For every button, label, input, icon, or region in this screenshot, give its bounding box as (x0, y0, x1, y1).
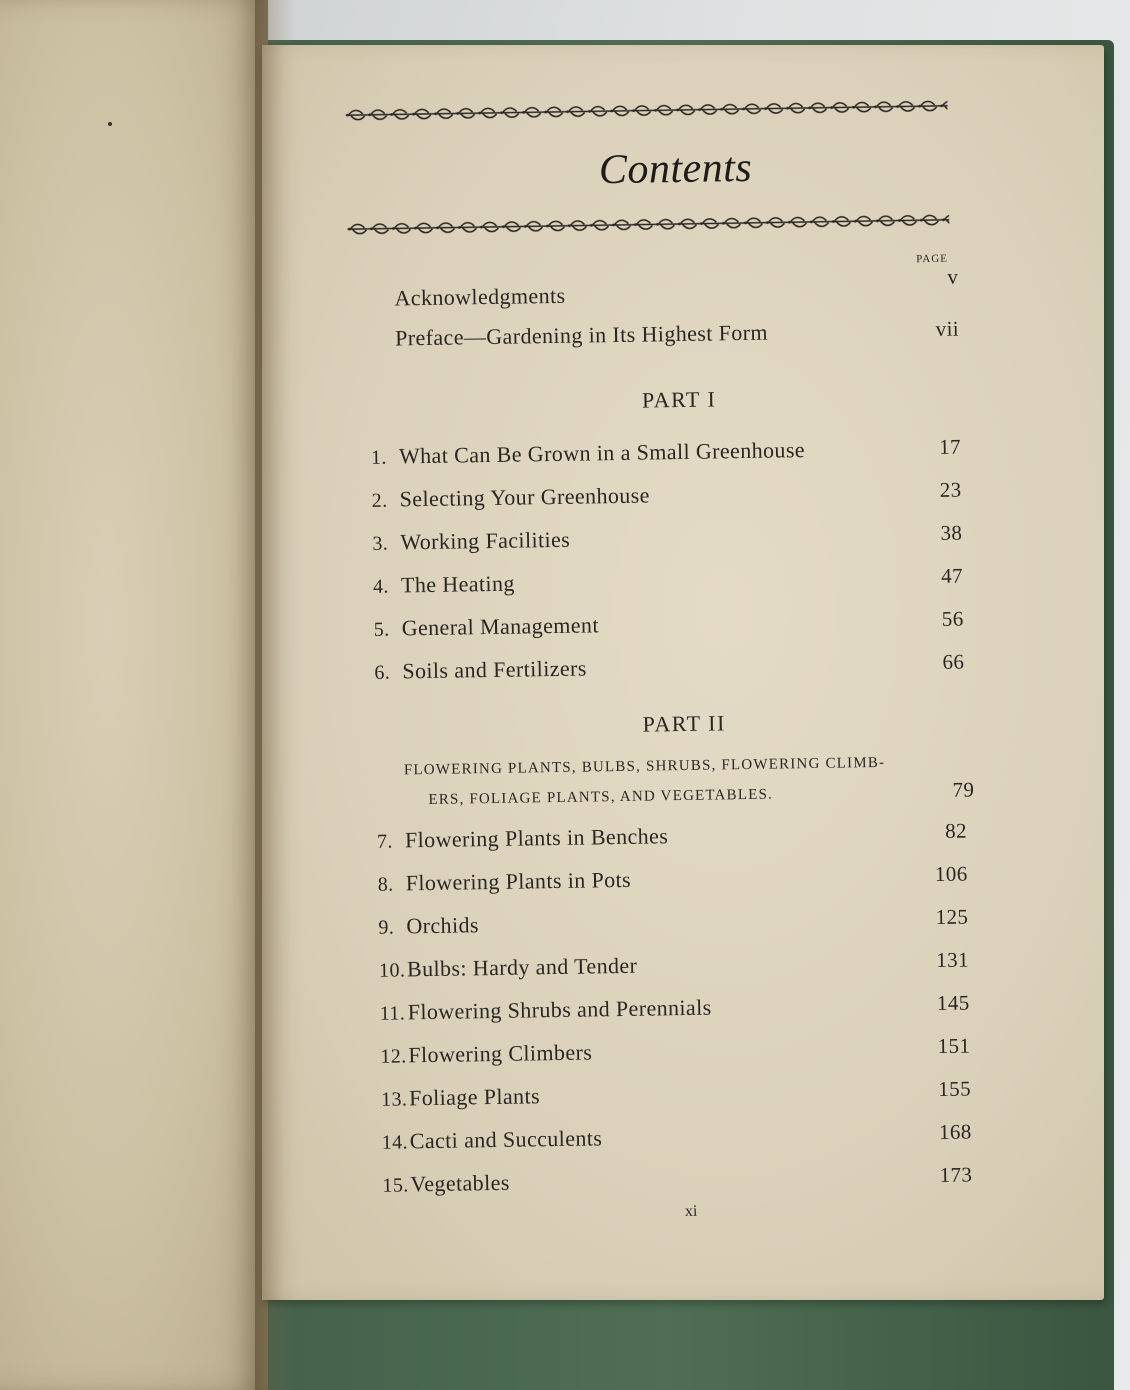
top-ornament (346, 99, 948, 122)
toc-entry-label: Preface—Gardening in Its Highest Form (394, 319, 769, 351)
toc-chapter-4 (373, 564, 963, 599)
part-one-heading: PART I (641, 386, 717, 413)
chapter-page: 173 (939, 1162, 973, 1188)
chapter-number: 5. (373, 618, 390, 641)
part-two-description-line-2: ERS, FOLIAGE PLANTS, AND VEGETABLES. (428, 786, 774, 809)
contents-page-body (253, 38, 1115, 1306)
chapter-title: Flowering Plants in Benches (404, 823, 669, 853)
chapter-page: 17 (938, 434, 962, 459)
part-two-description (404, 746, 975, 815)
chapter-title: Selecting Your Greenhouse (399, 482, 650, 512)
chapter-number: 8. (377, 873, 394, 896)
chapter-number: 7. (376, 830, 394, 853)
left-page (0, 0, 268, 1390)
chapter-page: 56 (941, 606, 964, 631)
toc-chapter-2 (371, 478, 961, 513)
chapter-title: Bulbs: Hardy and Tender (406, 952, 638, 982)
page-title: Contents (598, 144, 753, 194)
chapter-page: 38 (940, 520, 963, 545)
toc-entry-label: Acknowledgments (394, 282, 566, 311)
toc-chapter-5 (374, 607, 964, 642)
chapter-number: 2. (371, 489, 388, 512)
chapter-page: 145 (936, 990, 970, 1016)
chapter-title: The Heating (400, 570, 515, 598)
chapter-number: 10. (378, 959, 406, 982)
toc-entry-page: vii (935, 316, 960, 341)
chapter-title: Flowering Shrubs and Perennials (407, 994, 712, 1025)
chapter-page: 131 (936, 947, 970, 973)
toc-chapter-10 (379, 948, 969, 983)
chapter-number: 13. (380, 1088, 408, 1111)
toc-entry-acknowledgments (394, 264, 959, 312)
toc-chapter-13 (381, 1077, 971, 1112)
chapter-number: 9. (378, 916, 395, 939)
chapter-title: Soils and Fertilizers (402, 655, 587, 684)
chapter-number: 6. (374, 661, 391, 684)
toc-chapter-7 (377, 819, 967, 854)
chapter-number: 3. (372, 532, 389, 555)
toc-chapter-8 (378, 862, 968, 897)
chapter-title: General Management (401, 612, 600, 641)
part-two-description-page: 79 (952, 777, 975, 802)
toc-chapter-6 (374, 650, 964, 685)
chapter-title: Working Facilities (400, 526, 571, 555)
chapter-page: 151 (937, 1033, 971, 1059)
page-folio: xi (684, 1202, 698, 1221)
chapter-page: 168 (938, 1119, 972, 1145)
chapter-title: Vegetables (410, 1169, 510, 1197)
chapter-page: 23 (939, 477, 962, 502)
chapter-page: 47 (940, 563, 964, 588)
chapter-title: Orchids (406, 912, 480, 939)
toc-chapter-12 (380, 1034, 970, 1069)
contents-page (262, 45, 1104, 1300)
chapter-page: 82 (944, 818, 968, 843)
part-two-heading: PART II (642, 710, 727, 737)
chapter-number: 4. (372, 575, 390, 598)
toc-entry-preface (395, 317, 959, 352)
chapter-number: 1. (370, 446, 388, 469)
page-column-heading: PAGE (916, 252, 949, 266)
chapter-page: 155 (938, 1076, 972, 1102)
chapter-number: 11. (379, 1002, 406, 1025)
bottom-ornament (347, 213, 949, 236)
paper-speck (108, 122, 112, 126)
toc-entry-page: v (947, 264, 959, 289)
chapter-title: Flowering Climbers (408, 1039, 593, 1068)
chapter-page: 106 (934, 861, 968, 887)
part-two-description-line-1: FLOWERING PLANTS, BULBS, SHRUBS, FLOWERING CLIMB- (403, 754, 886, 779)
toc-chapter-3 (372, 521, 962, 556)
toc-chapter-9 (378, 905, 968, 940)
chapter-title: Foliage Plants (408, 1083, 541, 1111)
chapter-title: Flowering Plants in Pots (405, 866, 632, 896)
toc-chapter-11 (380, 991, 970, 1026)
chapter-number: 14. (381, 1131, 409, 1154)
chapter-page: 125 (935, 904, 969, 930)
chapter-title: What Can Be Grown in a Small Greenhouse (398, 437, 806, 469)
chapter-page: 66 (942, 649, 965, 674)
toc-chapter-14 (382, 1120, 972, 1155)
chapter-title: Cacti and Succulents (409, 1125, 603, 1154)
toc-chapter-1 (371, 435, 961, 470)
chapter-number: 15. (382, 1174, 409, 1197)
chapter-number: 12. (380, 1045, 407, 1068)
toc-chapter-15 (382, 1163, 972, 1198)
